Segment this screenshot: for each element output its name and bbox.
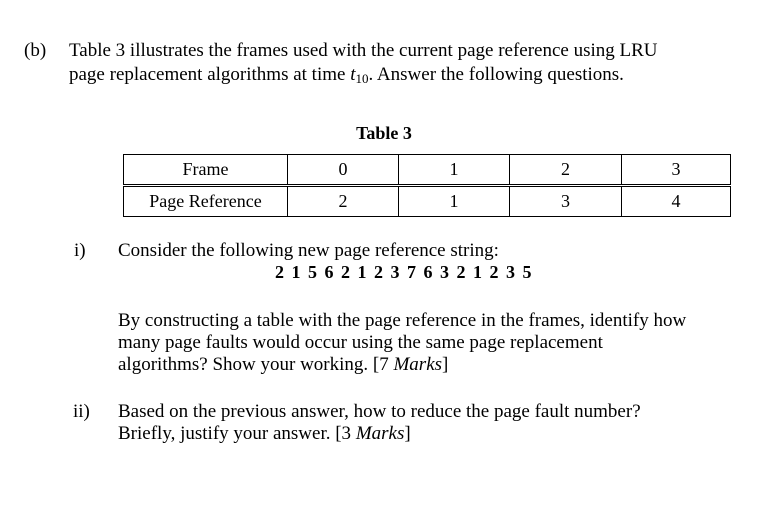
table-caption: Table 3	[356, 123, 412, 143]
part-ii-marks-word: Marks	[355, 423, 405, 444]
frame-cell: 3	[622, 155, 731, 186]
time-variable: t	[350, 64, 356, 85]
part-ii-line-2-after: ]	[404, 423, 411, 444]
part-ii-line-1: Based on the previous answer, how to reduce the page fault number?	[118, 401, 641, 422]
part-i-para-line-3-before: algorithms? Show your working. [7	[118, 354, 394, 375]
frame-cell: 1	[399, 155, 510, 186]
frame-cell: 2	[510, 155, 622, 186]
page-reference-header-cell: Page Reference	[124, 186, 288, 217]
part-ii-line-2-before: Briefly, justify your answer. [3	[118, 423, 356, 444]
reference-string: 2 1 5 6 2 1 2 3 7 6 3 2 1 2 3 5	[275, 262, 533, 282]
part-i-para-line-1: By constructing a table with the page reference in the frames, identify how	[118, 310, 687, 331]
part-i-para-line-2: many page faults would occur using the same page replacement	[118, 332, 603, 353]
page-reference-cell: 2	[288, 186, 399, 217]
part-i-marker: i)	[74, 240, 86, 261]
frame-cell: 0	[288, 155, 399, 186]
part-i-prompt: Consider the following new page reference string:	[118, 240, 499, 261]
intro-line-2-after: . Answer the following questions.	[368, 64, 624, 85]
part-i-para-line-3	[118, 354, 448, 376]
part-ii-marker: ii)	[73, 401, 90, 422]
intro-line-1: Table 3 illustrates the frames used with the current page reference using LRU	[69, 40, 658, 61]
frame-row	[124, 155, 731, 186]
frame-header-cell: Frame	[124, 155, 288, 186]
page-reference-cell: 4	[622, 186, 731, 217]
intro-line-2	[69, 64, 624, 87]
page-reference-cell: 3	[510, 186, 622, 217]
frames-table	[123, 154, 731, 217]
part-i-para-line-3-after: ]	[442, 354, 449, 375]
part-i-marks-word: Marks	[393, 354, 443, 375]
part-ii-line-2	[118, 423, 411, 445]
intro-line-2-before: page replacement algorithms at time	[69, 64, 351, 85]
page-reference-row	[124, 186, 731, 217]
page-reference-cell: 1	[399, 186, 510, 217]
time-subscript: 10	[355, 71, 369, 86]
question-label: (b)	[24, 40, 47, 61]
